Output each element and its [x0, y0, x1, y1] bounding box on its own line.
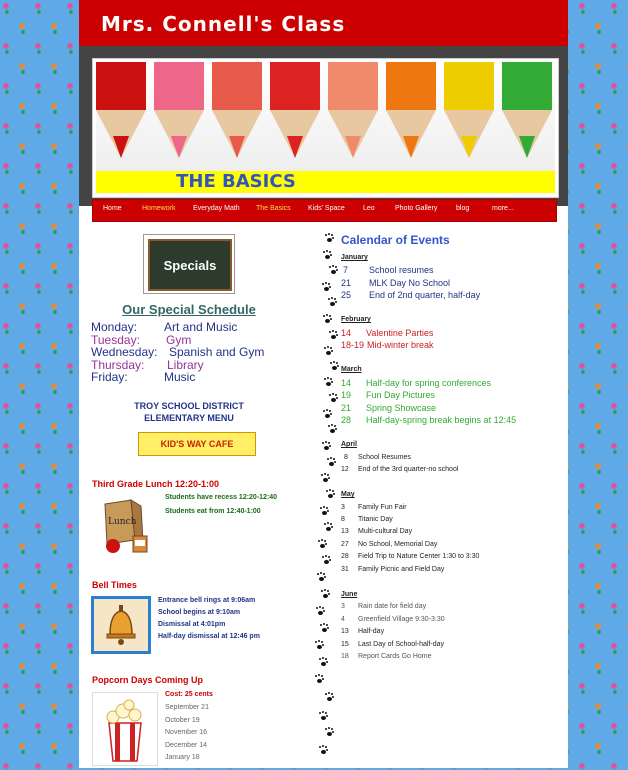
- schedule-row-monday: [91, 320, 238, 334]
- paw-print-icon: [323, 251, 332, 260]
- schedule-day: Friday:: [91, 370, 128, 384]
- pencil-peach: [328, 62, 378, 170]
- troy-menu-line2: ELEMENTARY MENU: [144, 413, 234, 423]
- paw-print-icon: [325, 728, 334, 737]
- bell-heading: Bell Times: [92, 580, 137, 590]
- event-day: 25: [341, 290, 352, 300]
- nav-everyday-math[interactable]: Everyday Math: [193, 205, 240, 212]
- event-text: Spring Showcase: [366, 403, 437, 413]
- nav-more[interactable]: more...: [492, 205, 514, 212]
- specials-image: [143, 234, 235, 294]
- paw-print-icon: [322, 556, 331, 565]
- paw-print-icon: [319, 746, 328, 755]
- bell-note: School begins at 9:10am: [158, 609, 241, 616]
- event-text: Mid-winter break: [367, 340, 434, 350]
- event-text: Field Trip to Nature Center 1:30 to 3:30: [358, 553, 480, 560]
- paw-print-icon: [322, 283, 331, 292]
- paw-print-icon: [324, 378, 333, 387]
- event-text: Valentine Parties: [366, 328, 434, 338]
- event-day: 8: [341, 516, 345, 523]
- paw-print-icon: [317, 573, 326, 582]
- schedule-row-wednesday: [91, 345, 265, 359]
- schedule-activity: Spanish and Gym: [169, 345, 265, 359]
- paw-print-icon: [319, 658, 328, 667]
- popcorn-heading: Popcorn Days Coming Up: [92, 675, 204, 685]
- event-text: Multi-cultural Day: [358, 528, 413, 535]
- month-may: May: [341, 491, 355, 498]
- month-june: June: [341, 591, 358, 598]
- event-day: 21: [341, 403, 352, 413]
- banner-title-bar: [96, 171, 555, 193]
- paw-print-icon: [318, 540, 327, 549]
- event-text: Half-day-spring break begins at 12:45: [366, 415, 517, 425]
- schedule-row-friday: [91, 370, 196, 384]
- popcorn-date: January 18: [165, 754, 200, 761]
- nav-kids-space[interactable]: Kids' Space: [308, 205, 345, 212]
- popcorn-date: November 16: [165, 729, 208, 736]
- paw-print-icon: [322, 442, 331, 451]
- schedule-day: Monday:: [91, 320, 138, 334]
- paw-print-icon: [323, 315, 332, 324]
- paw-print-icon: [316, 607, 325, 616]
- event-text: Titanic Day: [358, 516, 393, 523]
- event-day: 14: [341, 378, 352, 388]
- event-day: 21: [341, 278, 352, 288]
- event-text: Fun Day Pictures: [366, 390, 436, 400]
- schedule-activity: Library: [167, 358, 204, 372]
- schedule-activity: Gym: [166, 333, 192, 347]
- main-nav: [92, 199, 557, 222]
- event-text: MLK Day No School: [369, 278, 451, 288]
- paw-print-icon: [327, 458, 336, 467]
- paw-print-icon: [320, 507, 329, 516]
- event-day: 28: [341, 415, 352, 425]
- page-container: [79, 0, 568, 768]
- lunch-bag-label: Lunch: [108, 517, 137, 527]
- paw-print-icon: [325, 234, 334, 243]
- specials-chalkboard: Specials: [148, 239, 232, 291]
- popcorn-cost: Cost: 25 cents: [165, 691, 213, 698]
- pencil-red: [96, 62, 146, 170]
- nav-homework[interactable]: Homework: [142, 205, 176, 212]
- paw-print-icon: [324, 523, 333, 532]
- event-day: 12: [341, 466, 349, 473]
- bell-note: Dismissal at 4:01pm: [158, 621, 226, 628]
- event-text: Half-day: [358, 628, 385, 635]
- month-february: February: [341, 316, 371, 323]
- site-title[interactable]: Mrs. Connell's Class: [101, 12, 346, 36]
- paw-print-icon: [329, 394, 338, 403]
- troy-menu-link[interactable]: [79, 400, 299, 424]
- paw-print-icon: [328, 425, 337, 434]
- popcorn-date: December 14: [165, 742, 208, 749]
- event-day: 27: [341, 541, 349, 548]
- schedule-day: Tuesday:: [91, 333, 140, 347]
- event-day: 4: [341, 616, 345, 623]
- event-day: 28: [341, 553, 349, 560]
- schedule-title: Our Special Schedule: [122, 302, 256, 317]
- nav-leo[interactable]: Leo: [363, 205, 375, 212]
- paw-print-icon: [315, 675, 324, 684]
- schedule-activity: Art and Music: [164, 320, 238, 334]
- pencil-pink: [154, 62, 204, 170]
- paw-print-icon: [323, 410, 332, 419]
- event-text: Half-day for spring conferences: [366, 378, 492, 388]
- pencil-salmon: [212, 62, 262, 170]
- event-text: Last Day of School-half-day: [358, 641, 444, 648]
- month-april: April: [341, 441, 357, 448]
- pencil-red-orange: [270, 62, 320, 170]
- paw-print-icon: [325, 693, 334, 702]
- popcorn-image: [92, 692, 158, 766]
- schedule-day: Thursday:: [91, 358, 145, 372]
- event-day: 14: [341, 328, 352, 338]
- bell-note: Half-day dismissal at 12:46 pm: [158, 633, 260, 640]
- schedule-day: Wednesday:: [91, 345, 158, 359]
- event-day: 15: [341, 641, 349, 648]
- event-text: Rain date for field day: [358, 603, 427, 610]
- paw-print-icon: [321, 474, 330, 483]
- event-text: End of the 3rd quarter-no school: [358, 466, 459, 473]
- event-text: School Resumes: [358, 454, 411, 461]
- pencil-orange: [386, 62, 436, 170]
- paw-print-icon: [329, 266, 338, 275]
- paw-print-icon: [315, 641, 324, 650]
- kids-way-cafe-logo[interactable]: KID'S WAY CAFE: [138, 432, 256, 456]
- nav-blog[interactable]: blog: [456, 205, 470, 212]
- schedule-activity: Music: [164, 370, 196, 384]
- calendar-title: Calendar of Events: [341, 233, 450, 247]
- colored-pencils-image: [96, 62, 555, 174]
- event-text: Family Fun Fair: [358, 504, 407, 511]
- event-day: 8: [344, 454, 348, 461]
- bell-icon: [91, 596, 151, 654]
- event-text: School resumes: [369, 265, 434, 275]
- banner-title: THE BASICS: [176, 171, 296, 192]
- event-day: 31: [341, 566, 349, 573]
- paw-print-icon: [319, 712, 328, 721]
- paw-print-icon: [324, 347, 333, 356]
- nav-home[interactable]: Home: [103, 205, 122, 212]
- event-day: 7: [343, 265, 349, 275]
- event-day: 13: [341, 528, 349, 535]
- site-header: [79, 0, 568, 49]
- event-text: No School, Memorial Day: [358, 541, 438, 548]
- paw-print-icon: [320, 624, 329, 633]
- lunch-note: Students eat from 12:40-1:00: [165, 508, 261, 515]
- event-day: 18-19: [341, 340, 365, 350]
- paw-print-icon: [329, 331, 338, 340]
- lunch-note: Students have recess 12:20-12:40: [165, 494, 278, 501]
- bell-note: Entrance bell rings at 9:06am: [158, 597, 256, 604]
- paw-print-icon: [326, 490, 335, 499]
- event-text: Greenfield Village 9:30-3:30: [358, 616, 445, 623]
- pencil-green: [502, 62, 552, 170]
- paw-print-icon: [328, 298, 337, 307]
- event-text: Family Picnic and Field Day: [358, 566, 445, 573]
- paw-print-icon: [330, 362, 339, 371]
- event-day: 19: [341, 390, 352, 400]
- event-text: Report Cards Go Home: [358, 653, 432, 660]
- event-day: 3: [341, 603, 345, 610]
- lunch-heading: Third Grade Lunch 12:20-1:00: [92, 479, 220, 489]
- lunch-bag-image: [97, 496, 153, 554]
- event-day: 13: [341, 628, 349, 635]
- popcorn-date: October 19: [165, 717, 200, 724]
- event-day: 18: [341, 653, 349, 660]
- nav-the-basics[interactable]: The Basics: [256, 205, 291, 212]
- banner: [92, 58, 559, 198]
- pencil-yellow: [444, 62, 494, 170]
- nav-photo-gallery[interactable]: Photo Gallery: [395, 205, 438, 212]
- month-march: March: [341, 366, 362, 373]
- event-text: End of 2nd quarter, half-day: [369, 290, 481, 300]
- month-january: January: [341, 254, 368, 261]
- popcorn-date: September 21: [165, 704, 209, 711]
- troy-menu-line1: TROY SCHOOL DISTRICT: [134, 401, 244, 411]
- paw-print-icon: [321, 590, 330, 599]
- event-day: 3: [341, 504, 345, 511]
